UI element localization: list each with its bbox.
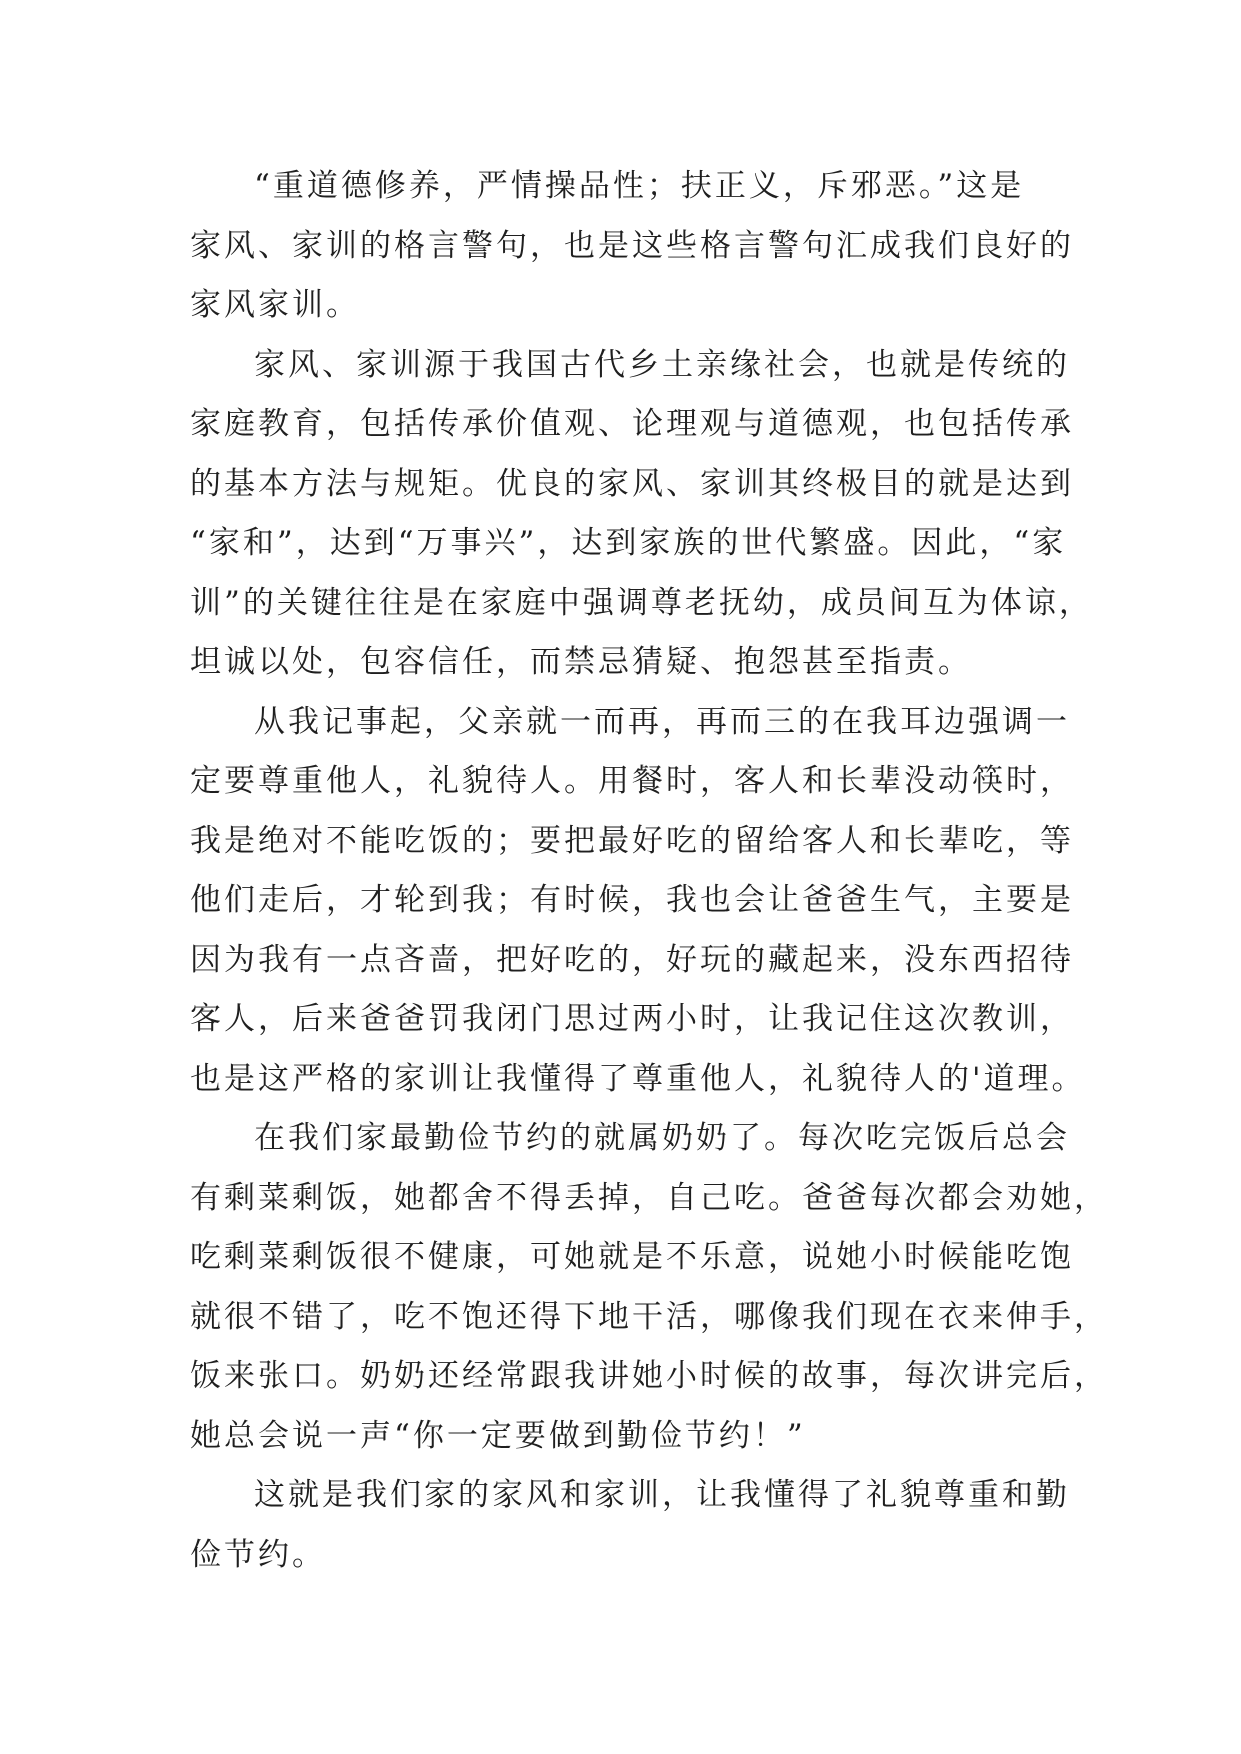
text-line: 从我记事起，父亲就一而再，再而三的在我耳边强调一 — [254, 703, 1070, 740]
paragraph-4 — [190, 1109, 1108, 1466]
text-line: 坦诚以处，包容信任，而禁忌猜疑、抱怨甚至指责。 — [190, 644, 972, 680]
text-line: 定要尊重他人，礼貌待人。用餐时，客人和长辈没动筷时， — [190, 763, 1074, 799]
text-line: 客人，后来爸爸罚我闭门思过两小时，让我记住这次教训， — [190, 1001, 1074, 1037]
paragraph-5 — [190, 1466, 1070, 1585]
text-line: “家和”，达到“万事兴”，达到家族的世代繁盛。因此，“家 — [190, 525, 1067, 561]
text-line: 我是绝对不能吃饭的；要把最好吃的留给客人和长辈吃，等 — [190, 822, 1074, 859]
text-line: 在我们家最勤俭节约的就属奶奶了。每次吃完饭后总会 — [254, 1120, 1070, 1156]
text-line: 吃剩菜剩饭很不健康，可她就是不乐意，说她小时候能吃饱 — [190, 1239, 1074, 1275]
text-line: 有剩菜剩饭，她都舍不得丢掉，自己吃。爸爸每次都会劝她， — [190, 1179, 1108, 1216]
paragraph-1 — [190, 157, 1074, 336]
text-line: 他们走后，才轮到我；有时候，我也会让爸爸生气，主要是 — [190, 882, 1074, 918]
text-line: 的基本方法与规矩。优良的家风、家训其终极目的就是达到 — [190, 465, 1074, 502]
text-line: 家风、家训的格言警句，也是这些格言警句汇成我们良好的 — [190, 227, 1074, 264]
text-line: 训”的关键往往是在家庭中强调尊老抚幼，成员间互为体谅， — [190, 584, 1093, 621]
text-line: 因为我有一点吝啬，把好吃的，好玩的藏起来，没东西招待 — [190, 941, 1074, 978]
text-line: “重道德修养，严情操品性；扶正义，斥邪恶。”这是 — [254, 168, 1025, 204]
paragraph-2 — [190, 336, 1093, 693]
text-line: 俭节约。 — [190, 1536, 326, 1573]
text-line: 这就是我们家的家风和家训，让我懂得了礼貌尊重和勤 — [254, 1477, 1070, 1513]
paragraph-3 — [190, 693, 1086, 1110]
text-line: 就很不错了，吃不饱还得下地干活，哪像我们现在衣来伸手， — [190, 1298, 1108, 1335]
text-line: 家风家训。 — [190, 287, 360, 323]
text-line: 家风、家训源于我国古代乡土亲缘社会，也就是传统的 — [254, 346, 1070, 383]
text-line: 家庭教育，包括传承价值观、论理观与道德观，也包括传承 — [190, 406, 1074, 442]
text-line: 饭来张口。奶奶还经常跟我讲她小时候的故事，每次讲完后， — [190, 1358, 1108, 1394]
document-body — [190, 157, 1108, 1585]
text-line: 也是这严格的家训让我懂得了尊重他人，礼貌待人的'道理。 — [190, 1060, 1086, 1097]
text-line: 她总会说一声“你一定要做到勤俭节约！” — [190, 1417, 806, 1454]
